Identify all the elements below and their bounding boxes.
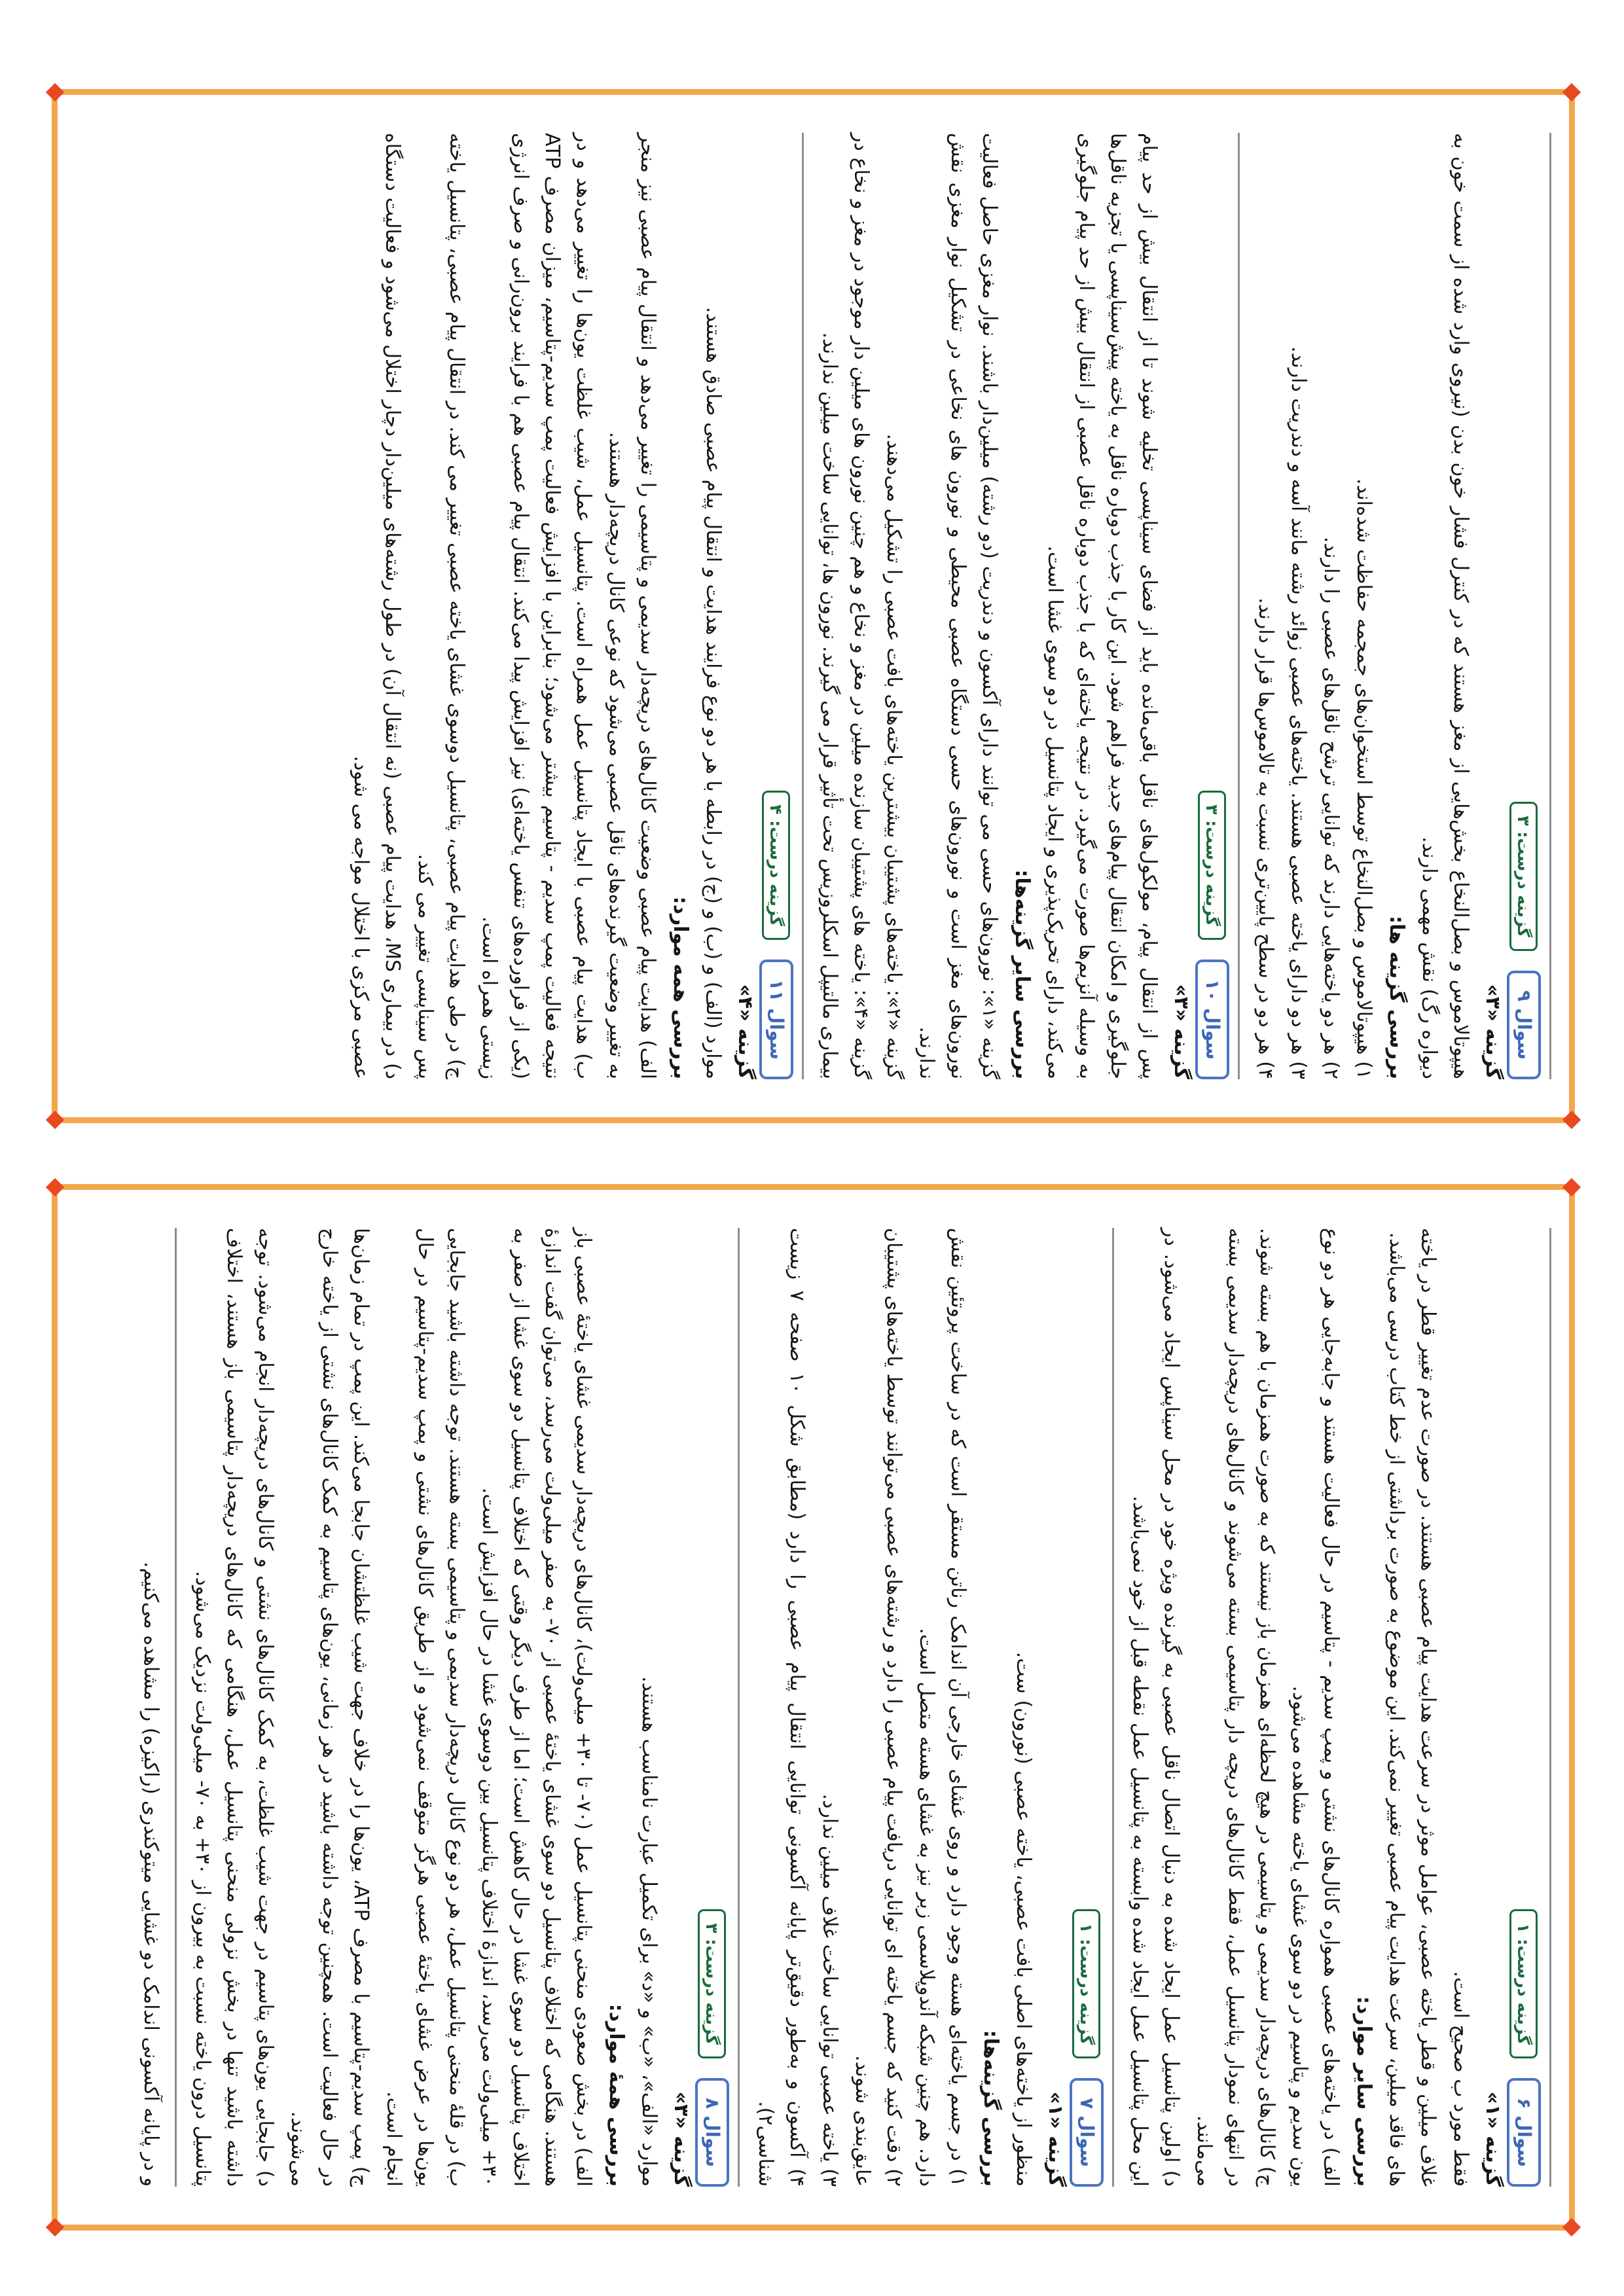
page-frame-upper (52, 89, 1575, 1123)
question-header (1507, 1228, 1541, 2187)
question-header (759, 133, 793, 1079)
solution-paragraph: الف) در بخش صعودی منحنی پتانسیل عمل (۷۰- تا ۳۰+ میلی‌ولت)، کانال‌های دریچه‌دار سدیمی غشای یاختهٔ عصبی باز هستند. هنگامی که اختلاف پتانسیل دو سوی غشای یاختهٔ عصبی از ۷۰- به صفر میلی‌ولت می‌رسد، می‌توان گفت اندازهٔ اختلاف پتانسیل دو سوی غشا در حال کاهش است؛ اما از طرف دیگر وقتی که اختلاف پتانسیل دو سوی غشا از صفر به ۳۰+ میلی‌ولت می‌رسد، اندازهٔ اختلاف پتانسیل بین دوسوی غشا در حال افزایش است. (478, 1228, 595, 2187)
section-rule (1549, 1228, 1551, 2187)
solution-paragraph: پس از انتقال پیام، مولکول‌های ناقل باقی‌مانده باید از فضای سیناپسی تخلیه شوند تا از انتقال بیش از حد پیام جلوگیری و امکان انتقال پیام‌های جدید فراهم شود. این کار با جذب دوباره ناقل به یاخته پیش‌سیناپسی یا تجزیه ناقل‌ها به وسیله آنزیم‌ها صورت می‌گیرد. در نتیجه یاخته‌ای که با جذب دوباره ناقل عصبی از انتقال بیش از حد پیام جلوگیری می‌کند، دارای تحریک‌پذیری و ایجاد پتانسیل در دو سوی غشا است. (1043, 133, 1161, 1079)
solution-paragraph: ۲) دقت کنید که جسم یاخته ای توانایی دریافت پیام عصبی را دارد و رشته‌های عصبی می‌توانند توسط یاخته‌های پشتیبان عایق‌بندی شوند. (851, 1228, 905, 2187)
option-label: گزینه «۴» (734, 984, 757, 1079)
review-heading: بررسی سایر موارد: (1352, 1996, 1375, 2187)
question-number-badge: سوال ۷ (1070, 2078, 1104, 2187)
solution-paragraph: گزینه «۲»: یاخته‌های پشتیبان بیشترین یاخته‌های بافت عصبی را تشکیل می‌دهند. (882, 433, 905, 1079)
question-header (1195, 133, 1229, 1079)
solution-paragraph: هیپوتالاموس و بصل‌النخاع بخش‌هایی از مغز هستند که در کنترل فشار خون بدن (نیروی وارد شده از سمت خون به دیواره رگ) نقش مهمی دارند. (1418, 133, 1472, 1079)
solution-paragraph: د) جابجایی یون‌های پتاسیم در جهت شیب غلظت، به کمک کانال‌های نشتی و کانال‌های دریچه‌دار انجام می‌شود. توجه داشته باشید تنها در بخش نزولی منحنی پتانسیل عمل، هنگامی که کانال‌های دریچه‌دار پتاسیمی باز هستند، اختلاف پتانسیل درون یاخته نسبت به بیرون از ۳۰+ به ۷۰- میلی‌ولت نزدیک می‌شود. (191, 1228, 277, 2187)
option-label: گزینه «۱» (1044, 2091, 1067, 2187)
section-rule (1238, 133, 1240, 1079)
section-rule (802, 133, 804, 1079)
rotated-page (58, 1190, 1569, 2225)
solution-paragraph: غلاف میلین و قطر یاخته عصبی، عوامل موثر در سرعت هدایت پیام عصبی هستند. در صورت عدم تغییر قطر در یاخته های فاقد میلین، سرعت هدایت پیام عصبی تغییر نمی‌کند. این موضوع به صورت برداشتی از خط کتاب درسی می‌باشد. (1385, 1228, 1439, 2187)
review-heading: بررسی گزینه ها: (1385, 916, 1408, 1079)
solution-paragraph: گزینه «۱»: نورون‌های حسی می توانند دارای آکسون و دندریت (دو رشته) میلین‌دار باشند. نوار مغزی حاصل فعالیت نورون‌های مغز است و نورون‌های حسی دستگاه عصبی محیطی و نورون های نخاعی در تشکیل نوار مغزی نقش ندارند. (915, 133, 1001, 1079)
question-number-badge: سوال ۱۱ (759, 960, 793, 1079)
solution-paragraph: موارد (الف) و (ب) و (ج) در رابطه با هر دو نوع فرایند هدایت و انتقال پیام عصبی صادق هستند. (702, 306, 725, 1079)
option-label: گزینه «۳» (1481, 984, 1504, 1079)
question-number-badge: سوال ۱۰ (1195, 960, 1229, 1079)
solution-paragraph: ج) پمپ سدیم-پتاسیم با مصرف ATP، یون‌ها را در خلاف جهت شیب غلظتشان جابجا می‌کند. این پمپ در تمام زمان‌ها در حال فعالیت است. همچنین توجه داشته باشید در هر زمانی، یون‌های پتاسیم به کمک کانال‌های نشتی از یاخته خارج می‌شوند. (287, 1228, 372, 2187)
page-clip (58, 95, 1569, 1117)
option-label: گزینه «۱» (1481, 2091, 1504, 2187)
solution-paragraph: د) اولین پتانسیل عمل ایجاد شده به دنبال اتصال ناقل عصبی به گیرنده ویژه خود در محل سیناپس ایجاد می‌شود. در این محل پتانسیل عمل ایجاد شده وابسته به پتانسیل عمل نقطه قبل از خود نمی‌باشد. (1128, 1228, 1183, 2187)
correct-option-badge: گزینه درست: ۱ (1510, 1909, 1538, 2058)
solution-paragraph: ج) در طی هدایت پیام عصبی، پتانسیل دوسوی غشای یاخته عصبی تغییر می کند. در انتقال پیام عصبی، پتانسیل یاخته پس سیناپسی تغییر می کند. (414, 133, 468, 1079)
solution-paragraph: ۲) هر دو یاخته‌هایی دارند که توانایی ترشح ناقل‌های عصبی را دارند. (1320, 536, 1343, 1079)
solution-paragraph: ۳) یاخته عصبی توانایی ساخت غلاف میلین ندارد. (818, 1793, 841, 2187)
question-number-badge: سوال ۶ (1507, 2078, 1541, 2187)
solution-paragraph: گزینه «۴»: یاخته های پشتیبان سازنده میلین در مغز و نخاع و هم چنین نورون های میلین دار موجود در مغز و نخاع در بیماری مالتیپل اسکلروزیس تحت تأثیر قرار می گیرند. نورون ها، توانایی ساخت میلین ندارند. (818, 133, 873, 1079)
question-number-badge: سوال ۸ (695, 2078, 729, 2187)
section-rule (738, 1228, 740, 2187)
solution-paragraph: فقط مورد ب صحیح است. (1449, 1971, 1472, 2187)
section-rule (1549, 133, 1551, 1079)
page-frame-lower (52, 1184, 1575, 2231)
correct-option-badge: گزینه درست: ۳ (1510, 802, 1538, 951)
solution-paragraph: د) در بیماری MS، هدایت پیام عصبی (نه انتقال آن) در طول رشته‌های میلین‌دار دچار اختلال می‌شود و فعالیت دستگاه عصبی مرکزی با اختلال مواجه می شود. (350, 133, 404, 1080)
solution-paragraph: ب) در قلهٔ منحنی پتانسیل عمل، هر دو نوع کانال دریچه‌دار سدیمی و پتاسیمی بسته هستند. توجه داشته باشید جابجایی یون‌ها در عرض غشای یاختهٔ عصبی هرگز متوقف نمی‌شود و از طریق کانال‌های نشتی و پمپ سدیم-پتاسیم در حال انجام است. (382, 1228, 468, 2187)
solution-paragraph: ۴) هر دو در سطح پایین‌تری نسبت به تالاموس‌ها قرار دارند. (1254, 598, 1277, 1079)
solution-paragraph: الف) هدایت پیام عصبی وضعیت کانال‌های دریچه‌دار سدیمی و پتاسیمی را تغییر می‌دهد و انتقال پیام عصبی نیز منجر به تغییر وضعیت گیرنده‌های ناقل عصبی می‌شود که نوعی کانال دریچه‌دار هستند. (605, 133, 659, 1079)
correct-option-badge: گزینه درست: ۴ (763, 791, 791, 940)
option-label: گزینه «۳» (670, 2091, 693, 2187)
solution-paragraph: ۴) آکسون و به‌طور دقیق‌تر پایانه آکسونی توانایی انتقال پیام عصبی را دارد (مطابق شکل ۱۰ صفحه ۷ زیست شناسی۲). (754, 1228, 808, 2187)
option-label: گزینه «۳» (1170, 984, 1193, 1079)
solution-paragraph: ۳) هر دو دارای یاخته عصبی هستند. یاخته‌های عصبی زوائد رشته مانند آسه و دندریت دارند. (1287, 346, 1310, 1079)
solution-paragraph: منظور از یاخته‌های اصلی بافت عصبی، یاخته عصبی (نورون) ست. (1012, 1651, 1035, 2187)
question-header (1507, 133, 1541, 1079)
solution-paragraph: موارد «الف»، «ب» و «د» برای تکمیل عبارت نامناسب هستند. (638, 1676, 660, 2187)
correct-option-badge: گزینه درست: ۳ (1199, 791, 1227, 940)
rotated-page (58, 95, 1569, 1117)
review-heading: بررسی سایر گزینه‌ها: (1011, 869, 1034, 1079)
review-heading: بررسی همهٔ موارد: (605, 2003, 628, 2187)
review-heading: بررسی گزینه‌ها: (979, 2030, 1002, 2187)
solution-paragraph: الف) در یاخته‌های عصبی همواره کانال‌های نشتی و پمپ سدیم - پتاسیم در حال فعالیت هستند و جابه‌جایی هر دو نوع یون سدیم و پتاسیم در دو سوی غشای یاخته مشاهده می‌شود. (1288, 1228, 1343, 2187)
solution-paragraph: ج) کانال‌های دریچه‌دار سدیمی و پتاسیمی در هیچ لحظه‌ای همزمان باز نیستند که به صورت همزمان با هم بسته شوند. در انتهای نمودار پتانسیل عمل، فقط کانال‌های دریچه دار پتاسیمی بسته می‌شوند و کانال‌های دریچه‌دار سدیمی بسته می‌مانند. (1193, 1228, 1278, 2187)
correct-option-badge: گزینه درست: ۳ (698, 1909, 727, 2058)
question-header (695, 1228, 729, 2187)
solution-paragraph: ۱) در جسم یاخته‌ای هسته وجود دارد و روی غشای خارجی آن اندامک رناتن مستقر است که در ساخت پروتئین نقش دارد. هم چنین شبکه آندوپلاسمی زبر نیز به غشای هسته متصل است. (915, 1228, 969, 2187)
page-clip (58, 1190, 1569, 2225)
section-rule (175, 1228, 177, 2187)
section-rule (1112, 1228, 1114, 2187)
question-header (1070, 1228, 1104, 2187)
review-heading: بررسی همه موارد: (669, 896, 692, 1079)
question-number-badge: سوال ۹ (1507, 971, 1541, 1079)
correct-option-badge: گزینه درست: ۱ (1073, 1909, 1101, 2058)
solution-paragraph: ب) هدایت پیام عصبی با ایجاد پتانسیل عمل همراه است. پتانسیل عمل، شیب غلظت یون‌ها را تغییر می‌دهد و در نتیجه فعالیت پمپ سدیم - پتاسیم بیشتر می‌شود؛ بنابراین با افزایش فعالیت پمپ سدیم-پتاسیم، میزان مصرف ATP (یکی از فراورده‌های تنفس یاخته‌ای) نیز افزایش پیدا می‌کند. انتقال پیام عصبی هم با فرایند برون‌رانی و صرف انرژی زیستی همراه است. (478, 133, 595, 1079)
solution-paragraph: و در پایانه آکسونی اندامک دو غشایی میتوکندری (راکیزه) را مشاهده می‌کنیم. (139, 1562, 162, 2187)
solution-paragraph: ۱) هیپوتالاموس و بصل‌النخاع توسط استخوان‌های جمجمه حفاظت شده‌اند. (1352, 478, 1375, 1079)
